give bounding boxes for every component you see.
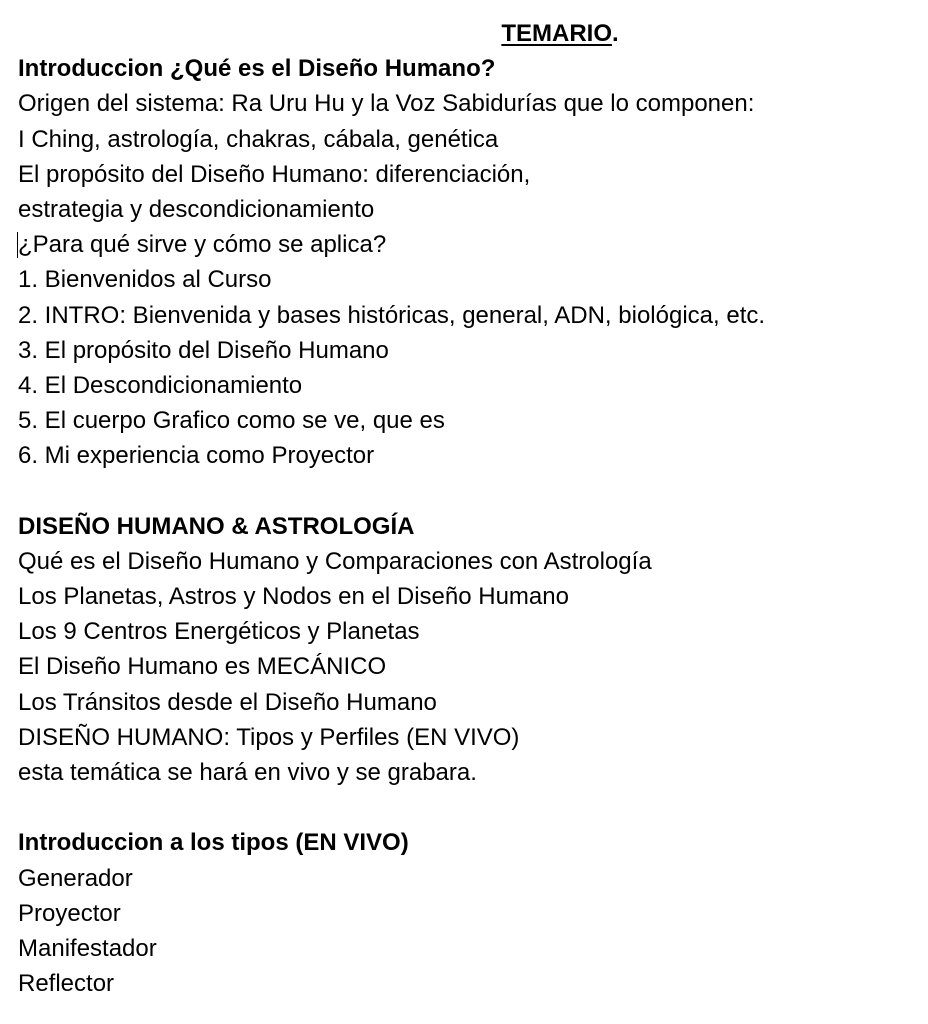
intro-line-strategy: estrategia y descondicionamiento bbox=[18, 195, 375, 223]
blank-line bbox=[18, 473, 918, 508]
intro-line-question-text: ¿Para qué sirve y cómo se aplica? bbox=[18, 231, 387, 259]
blank-line bbox=[18, 790, 918, 825]
intro-heading: Introduccion ¿Qué es el Diseño Humano? bbox=[18, 55, 496, 83]
intro-item-2: 2. INTRO: Bienvenida y bases históricas, general, ADN, biológica, etc. bbox=[18, 301, 766, 329]
intro-line-question[interactable] bbox=[18, 227, 918, 262]
intro-line-iching: I Ching, astrología, chakras, cábala, genética bbox=[18, 125, 499, 153]
document-page bbox=[18, 16, 918, 1001]
document-title bbox=[18, 16, 918, 51]
intro-item-5: 5. El cuerpo Grafico como se ve, que es bbox=[18, 407, 445, 435]
astro-line-3: Los 9 Centros Energéticos y Planetas bbox=[18, 618, 420, 646]
tipos-reflector: Reflector bbox=[18, 970, 115, 998]
intro-line-purpose: El propósito del Diseño Humano: diferenciación, bbox=[18, 160, 531, 188]
astro-heading: DISEÑO HUMANO & ASTROLOGÍA bbox=[18, 512, 415, 540]
intro-line-origin: Origen del sistema: Ra Uru Hu y la Voz Sabidurías que lo componen: bbox=[18, 90, 755, 118]
astro-line-1: Qué es el Diseño Humano y Comparaciones con Astrología bbox=[18, 547, 652, 575]
astro-line-7: esta temática se hará en vivo y se grabara. bbox=[18, 758, 477, 786]
astro-line-5: Los Tránsitos desde el Diseño Humano bbox=[18, 688, 437, 716]
title-period: . bbox=[612, 20, 619, 47]
intro-item-1: 1. Bienvenidos al Curso bbox=[18, 266, 272, 294]
astro-line-6: DISEÑO HUMANO: Tipos y Perfiles (EN VIVO) bbox=[18, 723, 520, 751]
tipos-manifestador: Manifestador bbox=[18, 934, 157, 962]
title-text: TEMARIO bbox=[501, 20, 612, 47]
tipos-proyector: Proyector bbox=[18, 899, 121, 927]
tipos-heading: Introduccion a los tipos (EN VIVO) bbox=[18, 829, 409, 857]
intro-item-3: 3. El propósito del Diseño Humano bbox=[18, 336, 389, 364]
intro-item-6: 6. Mi experiencia como Proyector bbox=[18, 442, 375, 470]
intro-item-4: 4. El Descondicionamiento bbox=[18, 371, 303, 399]
astro-line-2: Los Planetas, Astros y Nodos en el Diseño Humano bbox=[18, 583, 569, 610]
astro-line-4: El Diseño Humano es MECÁNICO bbox=[18, 653, 387, 681]
text-cursor bbox=[17, 232, 18, 258]
tipos-generador: Generador bbox=[18, 864, 133, 892]
